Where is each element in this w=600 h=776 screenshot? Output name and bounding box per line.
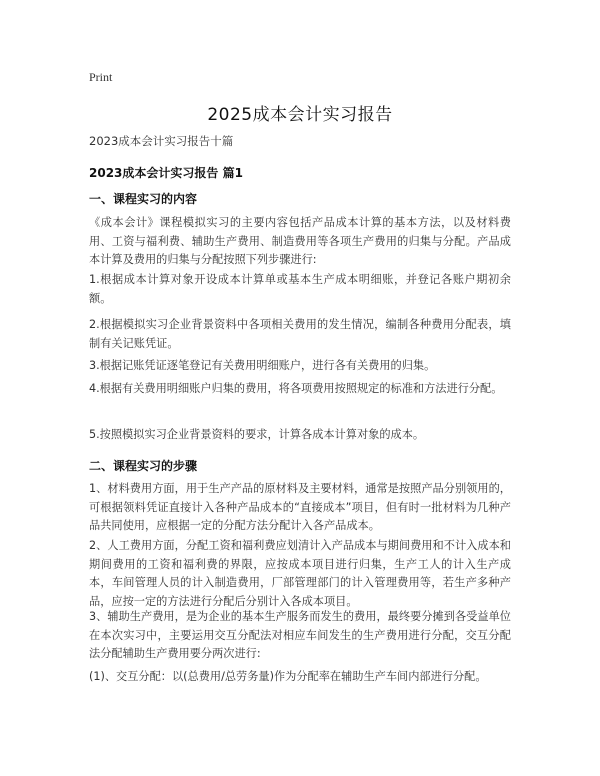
step-item: 5.按照模拟实习企业背景资料的要求，计算各成本计算对象的成本。: [89, 428, 425, 441]
section1-intro-paragraph: 《成本会计》课程模拟实习的主要内容包括产品成本计算的基本方法，以及材料费用、工资与福利费、辅助生产费用、制造费用等各项生产费用的归集与分配。产品成本计算及费用的归集与分配按照下列步骤进行:: [89, 216, 511, 266]
section2-paragraph: 3、辅助生产费用，是为企业的基本生产服务而发生的费用，最终要分摊到各受益单位在本次实习中，主要运用交互分配法对相应车间发生的生产费用进行分配，交互分配法分配辅助生产费用要分两次进行:: [89, 610, 511, 660]
section2-paragraph: (1)、交互分配：以(总费用/总劳务量)作为分配率在辅助生产车间内部进行分配。: [89, 670, 487, 683]
section-title-steps: 二、课程实习的步骤: [89, 459, 198, 473]
article-heading: 2023成本会计实习报告 篇1: [89, 166, 243, 180]
section-title-content: 一、课程实习的内容: [89, 192, 198, 206]
print-label[interactable]: Print: [89, 70, 113, 84]
section2-paragraph: 1、材料费用方面，用于生产产品的原材料及主要材料，通常是按照产品分别领用的，可根据领料凭证直接计入各种产品成本的“直接成本”项目，但有时一批材料为几种产品共同使用，应根据一定的分配方法分配计入各产品成本。: [89, 482, 511, 532]
section2-paragraph: 2、人工费用方面，分配工资和福利费应划清计入产品成本与期间费用和不计入成本和期间费用的工资和福利费的界限，应按成本项目进行归集，生产工人的计入生产成本，车间管理人员的计入制造费用，厂部管理部门的计入管理费用等，若生产多种产品，应按一定的方法进行分配后分别计入各成本项目。: [89, 539, 511, 608]
step-item: 1.根据成本计算对象开设成本计算单或基本生产成本明细账，并登记各账户期初余额。: [89, 273, 511, 305]
document-title: 2025成本会计实习报告: [207, 105, 393, 125]
document-subtitle: 2023成本会计实习报告十篇: [89, 134, 234, 148]
step-item: 3.根据记账凭证逐笔登记有关费用明细账户，进行各有关费用的归集。: [89, 359, 436, 372]
step-item: 2.根据模拟实习企业背景资料中各项相关费用的发生情况，编制各种费用分配表，填制有关记账凭证。: [89, 318, 511, 350]
step-item: 4.根据有关费用明细账户归集的费用，将各项费用按照规定的标准和方法进行分配。: [89, 382, 503, 395]
